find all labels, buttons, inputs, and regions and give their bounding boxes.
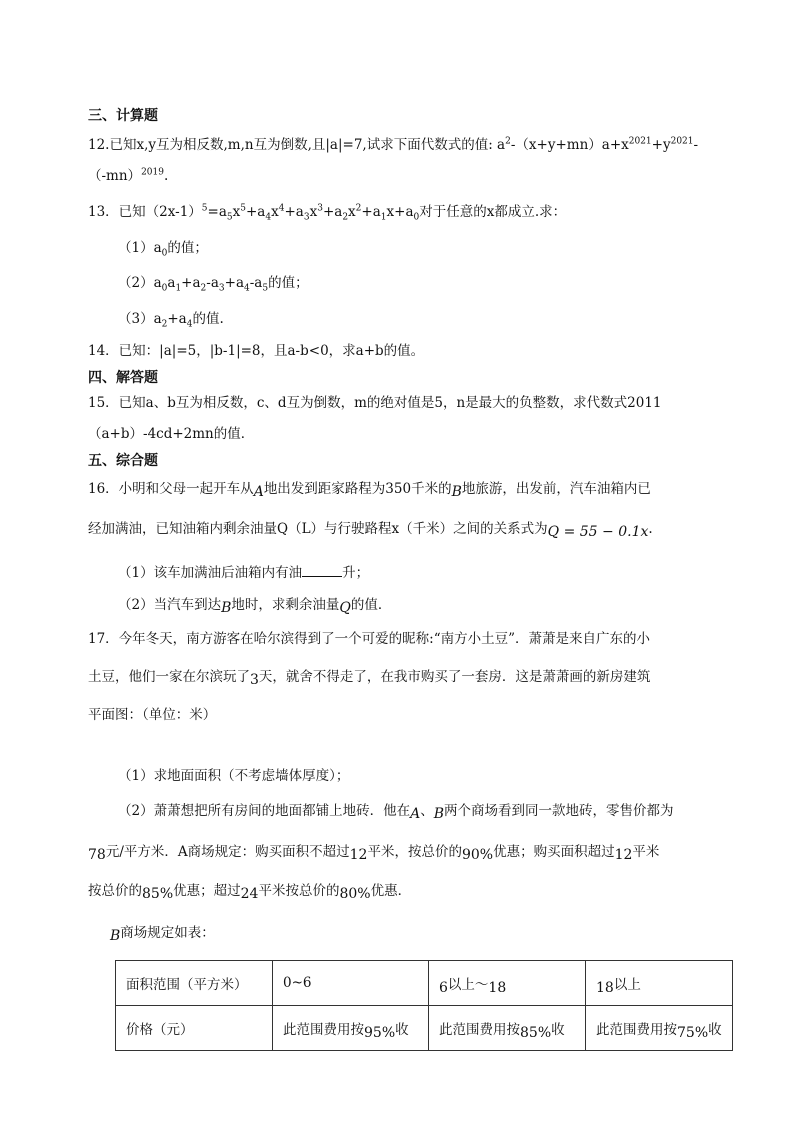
question-17-item-2: （2）萧萧想把所有房间的地面都铺上地砖．他在A、B两个商场看到同一款地砖，零售价都为: [118, 803, 674, 822]
answer-blank: [302, 563, 342, 577]
question-17-line-5: 78元/平方米．A商场规定：购买面积不超过12平米，按总价的90%优惠；购买面积超过12平米: [88, 844, 660, 863]
question-13-item-3: $(3)a_2+a_4$的值.: [118, 311, 224, 330]
question-16-item-2: （2）当汽车到达B地时，求剩余油量Q的值．: [118, 597, 392, 616]
table-row: [116, 961, 733, 1006]
question-14: 14．已知：|a|=5，|b-1|=8，且a-b<0，求a+b的值。: [88, 343, 425, 359]
question-15-line-1: 15．已知a、b互为相反数，c、d互为倒数，m的绝对值是5，n是最大的负整数，求代数式2011: [88, 395, 662, 411]
table-cell: 此范围费用按75%收: [586, 1006, 733, 1051]
table-cell: 18以上: [586, 961, 733, 1006]
question-12-line-2: $(-mn)^{2019}$.: [88, 167, 169, 184]
question-16-item-1: （1）该车加满油后油箱内有油 升；: [118, 565, 370, 581]
section-heading-answer: 四、解答题: [88, 370, 158, 386]
question-16-line-2: 经加满油，已知油箱内剩余油量Q（L）与行驶路程x（千米）之间的关系式为Q = 55 − 0.1x.: [88, 521, 653, 540]
question-13-item-1: $(1)a_0$的值；: [118, 240, 208, 259]
question-17-line-6: 按总价的85%优惠；超过24平米按总价的80%优惠．: [88, 883, 412, 902]
section-heading-comprehensive: 五、综合题: [88, 453, 158, 469]
table-cell: 6以上～18: [429, 961, 586, 1006]
fuel-formula: Q = 55 − 0.1x: [547, 524, 649, 540]
table-row: [116, 1006, 733, 1051]
table-cell: 此范围费用按95%收: [273, 1006, 429, 1051]
question-13-item-2: $(2)a_0a_1+a_2-a_3+a_4-a_5$的值；: [118, 275, 309, 294]
pricing-table: [115, 960, 733, 1051]
question-12-line-1: 12.已知x,y互为相反数,m,n互为倒数,且|a|=7,试求下面代数式的值: $a^2-(x+y+mn)a+x^{2021}+y^{2021}-$: [88, 136, 699, 153]
table-cell: 价格（元）: [116, 1006, 273, 1051]
question-17-line-7: B商场规定如表：: [110, 925, 215, 944]
question-17-line-2: 土豆，他们一家在尔滨玩了3天，就舍不得走了，在我市购买了一套房．这是萧萧画的新房建筑: [88, 669, 651, 688]
table-cell: 0~6: [273, 961, 429, 1006]
question-13-stem: 13．已知$(2x-1)^5=a_5x^5+a_4x^4+a_3x^3+a_2x^2+a_1x+a_0$对于任意的x都成立.求：: [88, 203, 567, 223]
table-cell: 面积范围（平方米）: [116, 961, 273, 1006]
question-17-line-3: 平面图：（单位：米）: [88, 707, 217, 723]
question-16-line-1: 16．小明和父母一起开车从A地出发到距家路程为350千米的B地旅游，出发前，汽车油箱内已: [88, 481, 651, 500]
question-17-line-1: 17．今年冬天，南方游客在哈尔滨得到了一个可爱的昵称:“南方小土豆”．萧萧是来自广东的小: [88, 631, 651, 647]
table-cell: 此范围费用按85%收: [429, 1006, 586, 1051]
question-15-line-2: （a+b）-4cd+2mn的值．: [88, 426, 255, 442]
section-heading-calculation: 三、计算题: [88, 108, 158, 124]
question-17-item-1: （1）求地面面积（不考虑墙体厚度）；: [118, 768, 350, 784]
